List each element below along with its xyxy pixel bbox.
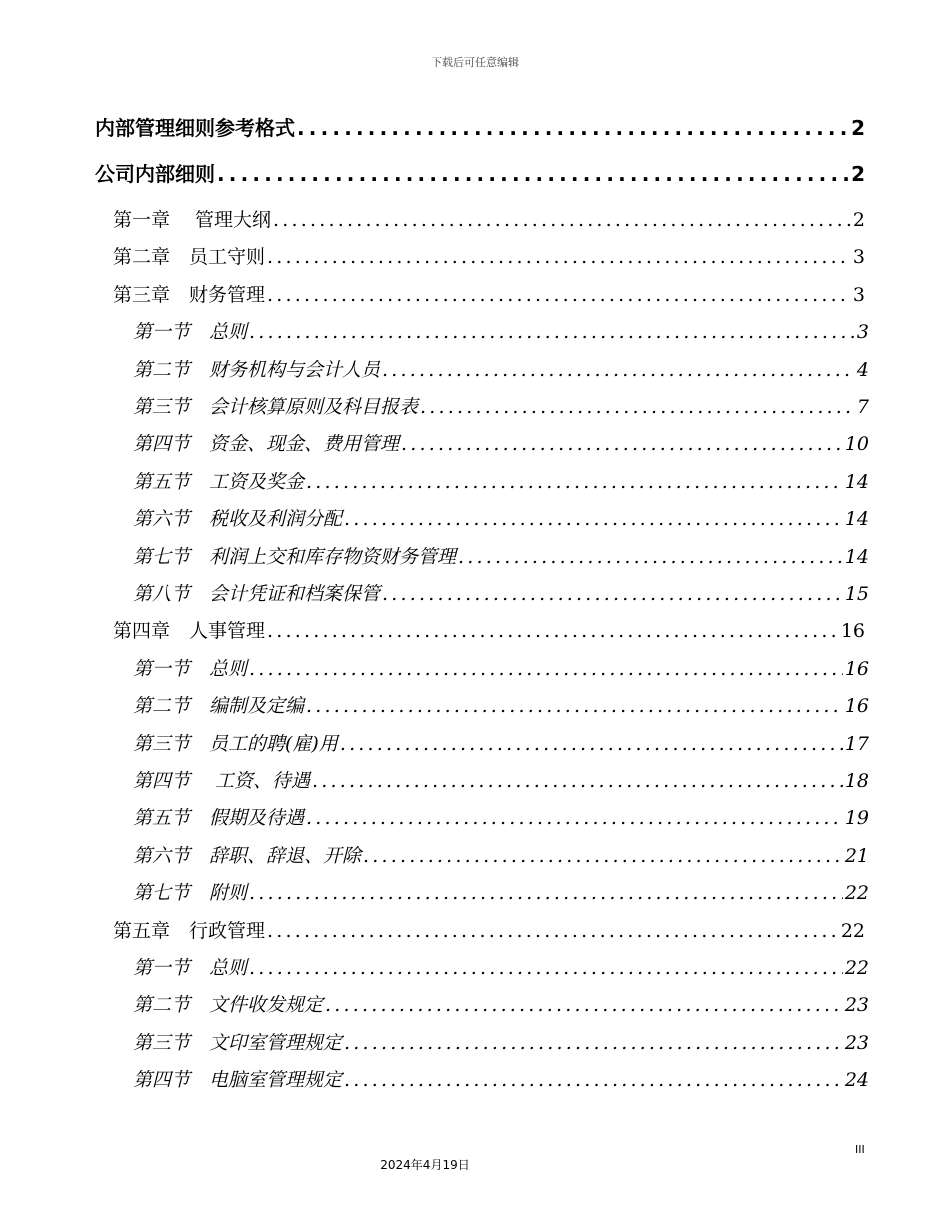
- toc-dot-leader: [306, 471, 843, 493]
- toc-entry[interactable]: [133, 429, 869, 456]
- toc-entry-title: 第一节 总则: [133, 657, 248, 680]
- toc-entry-page: 22: [840, 919, 865, 942]
- toc-entry-title: 第三节 文印室管理规定: [133, 1031, 343, 1054]
- toc-entry[interactable]: [133, 542, 869, 569]
- toc-entry-page: 23: [844, 994, 869, 1017]
- toc-dot-leader: [297, 116, 849, 140]
- toc-dot-leader: [249, 882, 843, 904]
- toc-entry-title: 第一节 总则: [133, 321, 248, 344]
- toc-entry-page: 4: [856, 358, 869, 381]
- toc-dot-leader: [382, 359, 855, 381]
- toc-entry-page: 2: [851, 162, 865, 186]
- toc-dot-leader: [267, 620, 839, 642]
- toc-dot-leader: [420, 396, 855, 418]
- toc-entry[interactable]: [113, 242, 865, 269]
- toc-entry-page: 7: [856, 396, 869, 418]
- toc-entry[interactable]: [133, 766, 869, 793]
- toc-entry-title: 公司内部细则: [95, 162, 215, 186]
- toc-entry-page: 17: [844, 732, 869, 755]
- toc-entry-title: 第三节 会计核算原则及科目报表: [133, 396, 419, 418]
- toc-dot-leader: [458, 546, 843, 568]
- toc-entry-page: 2: [852, 209, 865, 231]
- toc-entry-page: 14: [844, 470, 869, 493]
- toc-entry-page: 24: [844, 1069, 869, 1092]
- toc-entry-title: 第一节 总则: [133, 957, 248, 979]
- toc-entry-page: 19: [844, 807, 869, 830]
- toc-entry[interactable]: [133, 355, 869, 382]
- toc-entry-page: 10: [844, 433, 869, 456]
- toc-dot-leader: [217, 162, 849, 186]
- toc-dot-leader: [306, 807, 843, 829]
- toc-entry-page: 14: [844, 508, 869, 531]
- toc-dot-leader: [249, 321, 855, 343]
- toc-entry-title: 第四章 人事管理: [113, 620, 266, 643]
- toc-entry-page: 18: [844, 770, 869, 792]
- toc-entry[interactable]: [133, 729, 869, 756]
- toc-entry-page: 3: [856, 321, 869, 344]
- toc-entry[interactable]: [133, 579, 869, 606]
- toc-entry-title: 第六节 税收及利润分配: [133, 508, 343, 531]
- toc-entry-title: 第二节 编制及定编: [133, 695, 305, 718]
- toc-dot-leader: [267, 246, 851, 268]
- toc-entry-title: 第六节 辞职、辞退、开除: [133, 844, 362, 867]
- toc-entry-title: 第五节 假期及待遇: [133, 807, 305, 830]
- toc-entry[interactable]: [113, 616, 865, 643]
- toc-dot-leader: [325, 994, 843, 1016]
- toc-entry[interactable]: [133, 654, 869, 681]
- toc-dot-leader: [344, 1069, 843, 1091]
- toc-entry[interactable]: [133, 878, 869, 905]
- toc-entry[interactable]: [133, 1028, 869, 1055]
- footer-date: 2024年4月19日: [380, 1158, 470, 1172]
- toc-entry-page: 22: [844, 882, 869, 905]
- toc-entry[interactable]: [133, 504, 869, 531]
- toc-entry-title: 第八节 会计凭证和档案保管: [133, 583, 381, 605]
- toc-dot-leader: [273, 209, 851, 231]
- footer-page-number: III: [855, 1143, 865, 1156]
- toc-entry-title: 第七节 附则: [133, 882, 248, 905]
- toc-dot-leader: [401, 433, 843, 455]
- toc-dot-leader: [267, 284, 851, 306]
- toc-dot-leader: [340, 733, 843, 755]
- toc-entry[interactable]: [113, 280, 865, 307]
- toc-entry[interactable]: [133, 953, 869, 980]
- toc-entry-title: 第二节 财务机构与会计人员: [133, 358, 381, 381]
- toc-entry-page: 2: [851, 116, 865, 140]
- toc-entry-page: 16: [840, 620, 865, 643]
- toc-dot-leader: [344, 508, 843, 530]
- toc-entry-page: 3: [852, 283, 865, 306]
- toc-dot-leader: [267, 920, 839, 942]
- toc-entry-title: 第四节 电脑室管理规定: [133, 1069, 343, 1092]
- toc-entry-page: 15: [844, 583, 869, 605]
- toc-entry[interactable]: [133, 691, 869, 718]
- toc-entry-page: 23: [844, 1031, 869, 1054]
- toc-entry-title: 内部管理细则参考格式: [95, 116, 295, 140]
- toc-dot-leader: [344, 1032, 843, 1054]
- toc-entry[interactable]: [133, 317, 869, 344]
- toc-entry-title: 第五章 行政管理: [113, 919, 266, 942]
- toc-entry[interactable]: [113, 205, 865, 232]
- toc-entry-title: 第二节 文件收发规定: [133, 994, 324, 1017]
- toc-entry-title: 第三章 财务管理: [113, 283, 266, 306]
- toc-entry-title: 第七节 利润上交和库存物资财务管理: [133, 545, 457, 568]
- toc-entry-title: 第四节 工资、待遇: [133, 770, 311, 792]
- toc-entry[interactable]: [133, 803, 869, 830]
- toc-entry-title: 第二章 员工守则: [113, 246, 266, 269]
- toc-entry-page: 16: [844, 657, 869, 680]
- toc-entry-page: 14: [844, 545, 869, 568]
- toc-dot-leader: [249, 658, 843, 680]
- toc-entry-page: 22: [844, 957, 869, 979]
- toc-dot-leader: [306, 695, 843, 717]
- toc-dot-leader: [382, 583, 843, 605]
- toc-entry-page: 3: [852, 246, 865, 269]
- toc-entry[interactable]: [95, 112, 865, 141]
- toc-dot-leader: [312, 770, 843, 792]
- toc-entry-title: 第四节 资金、现金、费用管理: [133, 433, 400, 456]
- toc-entry-page: 16: [844, 695, 869, 718]
- toc-entry[interactable]: [95, 158, 865, 187]
- toc-entry[interactable]: [133, 392, 869, 419]
- toc-entry[interactable]: [113, 916, 865, 943]
- toc-entry-page: 21: [844, 844, 869, 867]
- toc-entry[interactable]: [133, 841, 869, 868]
- toc-entry[interactable]: [133, 1065, 869, 1092]
- page-header: 下载后可任意编辑: [431, 56, 519, 69]
- toc-entry[interactable]: [133, 467, 869, 494]
- toc-dot-leader: [249, 957, 843, 979]
- toc-dot-leader: [363, 845, 843, 867]
- toc-entry-title: 第三节 员工的聘(雇)用: [133, 732, 338, 755]
- toc-entry-title: 第五节 工资及奖金: [133, 470, 305, 493]
- toc-entry[interactable]: [133, 990, 869, 1017]
- toc-entry-title: 第一章 管理大纲: [113, 209, 272, 231]
